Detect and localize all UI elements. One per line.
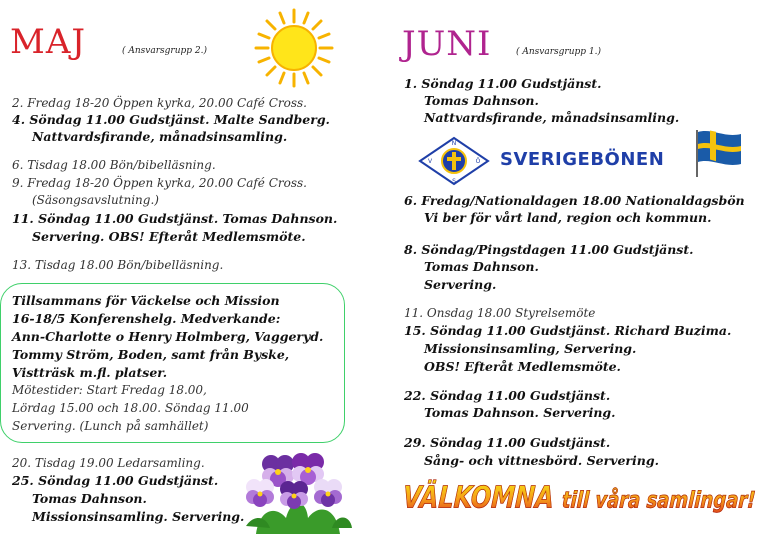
- welcome-small-text: till våra samlingar!: [561, 487, 757, 514]
- compass-letter: S: [452, 178, 456, 185]
- maj-event-line: (Säsongsavslutning.): [32, 193, 159, 207]
- juni-event-line: Nattvardsfirande, månadsinsamling.: [424, 110, 680, 125]
- logo-text-sverige: SVERIGE: [500, 149, 591, 170]
- pansy-flowers-icon: [236, 448, 356, 534]
- sverigebonen-logo: [500, 149, 664, 170]
- juni-event-line: 11. Onsdag 18.00 Styrelsemöte: [404, 306, 596, 320]
- juni-event-line: Vi ber för vårt land, region och kommun.: [424, 210, 712, 225]
- compass-cross-icon: [418, 136, 490, 186]
- maj-event-line: Servering. OBS! Efteråt Medlemsmöte.: [32, 229, 306, 244]
- juni-event-line: 6. Fredag/Nationaldagen 18.00 Nationaldagsbön: [404, 193, 745, 208]
- sun-icon: [254, 8, 334, 88]
- maj-event-line: 9. Fredag 18-20 Öppen kyrka, 20.00 Café Cross.: [12, 176, 307, 190]
- conference-line: 16-18/5 Konferenshelg. Medverkande:: [12, 311, 281, 326]
- welcome-banner: [402, 480, 757, 515]
- logo-text-bonen: BÖNEN: [590, 149, 665, 170]
- welcome-big-text: VÄLKOMNA: [402, 480, 555, 515]
- maj-event-line: Nattvardsfirande, månadsinsamling.: [32, 129, 288, 144]
- responsible-group-juni: ( Ansvarsgrupp 1.): [516, 47, 601, 57]
- month-title-juni: JUNI: [402, 24, 492, 64]
- conference-line: Tillsammans för Väckelse och Mission: [12, 293, 280, 308]
- month-title-maj: MAJ: [10, 22, 86, 62]
- conference-line: Tommy Ström, Boden, samt från Byske,: [12, 347, 290, 362]
- juni-event-line: Tomas Dahnson.: [424, 259, 539, 274]
- juni-event-line: Sång- och vittnesbörd. Servering.: [424, 453, 659, 468]
- compass-letter: V: [427, 158, 433, 165]
- juni-event-line: Servering.: [424, 277, 497, 292]
- maj-event-line: 11. Söndag 11.00 Gudstjänst. Tomas Dahnson.: [12, 211, 338, 226]
- maj-event-line: Missionsinsamling. Servering.: [32, 509, 245, 524]
- juni-event-line: 15. Söndag 11.00 Gudstjänst. Richard Buzima.: [404, 323, 732, 338]
- conference-line: Vistträsk m.fl. platser.: [12, 365, 168, 380]
- juni-event-line: 29. Söndag 11.00 Gudstjänst.: [404, 435, 611, 450]
- juni-event-line: Tomas Dahnson.: [424, 93, 539, 108]
- conference-line: Ann-Charlotte o Henry Holmberg, Vaggeryd.: [12, 329, 324, 344]
- compass-letter: N: [451, 140, 457, 147]
- juni-event-line: 8. Söndag/Pingstdagen 11.00 Gudstjänst.: [404, 242, 694, 257]
- maj-event-line: 6. Tisdag 18.00 Bön/bibelläsning.: [12, 158, 216, 172]
- juni-event-line: OBS! Efteråt Medlemsmöte.: [424, 359, 621, 374]
- maj-event-line: 13. Tisdag 18.00 Bön/bibelläsning.: [12, 258, 224, 272]
- conference-line: Mötestider: Start Fredag 18.00,: [12, 383, 207, 397]
- compass-letter: Ö: [475, 158, 481, 165]
- juni-event-line: Tomas Dahnson. Servering.: [424, 405, 616, 420]
- juni-event-line: Missionsinsamling, Servering.: [424, 341, 637, 356]
- conference-line: Lördag 15.00 och 18.00. Söndag 11.00: [12, 401, 249, 415]
- juni-event-line: 22. Söndag 11.00 Gudstjänst.: [404, 388, 611, 403]
- responsible-group-maj: ( Ansvarsgrupp 2.): [122, 46, 207, 56]
- maj-event-line: 20. Tisdag 19.00 Ledarsamling.: [12, 456, 205, 470]
- conference-line: Servering. (Lunch på samhället): [12, 419, 209, 433]
- juni-event-line: 1. Söndag 11.00 Gudstjänst.: [404, 76, 602, 91]
- maj-event-line: 4. Söndag 11.00 Gudstjänst. Malte Sandberg.: [12, 112, 330, 127]
- maj-event-line: 25. Söndag 11.00 Gudstjänst.: [12, 473, 219, 488]
- maj-event-line: Tomas Dahnson.: [32, 491, 147, 506]
- maj-event-line: 2. Fredag 18-20 Öppen kyrka, 20.00 Café Cross.: [12, 96, 307, 110]
- swedish-flag-icon: [694, 128, 744, 178]
